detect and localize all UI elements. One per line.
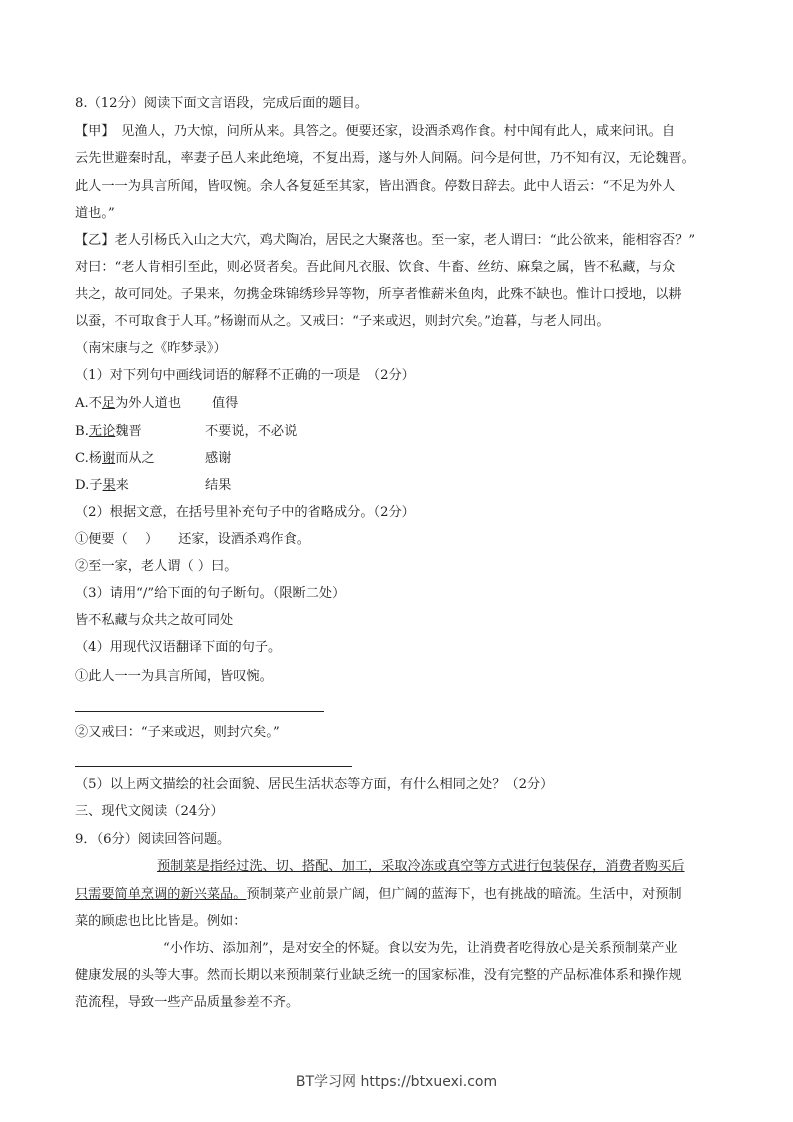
sub-question-4: （4）用现代汉语翻译下面的句子。	[75, 640, 282, 655]
sub-question-5: （5）以上两文描绘的社会面貌、居民生活状态等方面，有什么相同之处？（2分）	[75, 777, 554, 792]
footer-watermark: BT学习网 https://btxuexi.com	[295, 1074, 498, 1090]
sub2-item: ①便要（ ） 还家，设酒杀鸡作食。	[75, 532, 310, 547]
q9-para2: 健康发展的头等大事。然而长期以来预制菜行业缺乏统一的国家标准，没有完整的产品标准体系和操作规	[75, 968, 682, 983]
sub4-item: ①此人一一为具言所闻，皆叹惋。	[75, 669, 273, 684]
option-d: D.子果来 结果	[75, 478, 232, 493]
jia-line: 道也。”	[75, 206, 115, 221]
sub-question-2: （2）根据文意，在括号里补充句子中的省略成分。（2分）	[75, 505, 415, 520]
yi-line: 【乙】老人引杨氏入山之大穴，鸡犬陶冶，居民之大聚落也。至一家，老人谓曰：“此公欲来，能相容否？”	[75, 233, 696, 248]
answer-line[interactable]	[75, 711, 324, 712]
jia-line: 【甲】 见渔人，乃大惊，问所从来。具答之。便要还家，设酒杀鸡作食。村中闻有此人，咸来问讯。自	[75, 124, 676, 139]
yi-line: 对曰：“老人肯相引至此，则必贤者矣。吾此间凡衣服、饮食、牛畜、丝纺、麻枲之属，皆不私藏，与众	[75, 260, 676, 275]
q9-title: 9．（6分）阅读回答问题。	[75, 832, 231, 847]
sub3-sentence: 皆不私藏与众共之故可同处	[75, 613, 234, 628]
yi-line: 以蚕，不可取食于人耳。”杨谢而从之。又戒曰：“子来或迟，则封穴矣。”迨暮，与老人同出。	[75, 314, 610, 329]
q9-para1: 菜的顾虑也比比皆是。例如：	[75, 914, 247, 929]
q9-para2: “小作坊、添加剂”，是对安全的怀疑。食以安为先，让消费者吃得放心是关系预制菜产业	[163, 941, 678, 956]
q9-para1: 只需要简单烹调的新兴菜品。预制菜产业前景广阔，但广阔的蓝海下，也有挑战的暗流。生活中，对预制	[75, 887, 682, 902]
q9-para1: 预制菜是指经过洗、切、搭配、加工，采取冷冻或真空等方式进行包装保存，消费者购买后	[157, 859, 685, 874]
q9-para2: 范流程，导致一些产品质量参差不齐。	[75, 995, 300, 1010]
jia-line: 云先世避秦时乱，率妻子邑人来此绝境，不复出焉，遂与外人间隔。问今是何世，乃不知有汉，无论魏晋。	[75, 151, 695, 166]
q8-title: 8.（12分）阅读下面文言语段，完成后面的题目。	[75, 96, 369, 111]
answer-line[interactable]	[75, 766, 352, 767]
option-c: C.杨谢而从之 感谢	[75, 451, 232, 466]
section-heading: 三、现代文阅读（24分）	[75, 804, 224, 819]
sub2-item: ②至一家，老人谓（ ）曰。	[75, 559, 238, 574]
option-a: A.不足为外人道也 值得	[75, 396, 239, 411]
source: （南宋康与之《昨梦录》）	[75, 341, 227, 356]
sub4-item: ②又戒曰：“子来或迟，则封穴矣。”	[75, 725, 280, 740]
yi-line: 共之，故可同处。子果来，勿携金珠锦绣珍异等物，所享者惟薪米鱼肉，此殊不缺也。惟计口授地，以耕	[75, 287, 682, 302]
jia-line: 此人一一为具言所闻，皆叹惋。余人各复延至其家，皆出酒食。停数日辞去。此中人语云：“不足为外人	[75, 179, 676, 194]
sub-question-1: （1）对下列句中画线词语的解释不正确的一项是 （2分）	[75, 368, 415, 383]
sub-question-3: （3）请用“/”给下面的句子断句。（限断二处）	[75, 586, 346, 601]
option-b: B.无论魏晋 不要说，不必说	[75, 424, 298, 439]
